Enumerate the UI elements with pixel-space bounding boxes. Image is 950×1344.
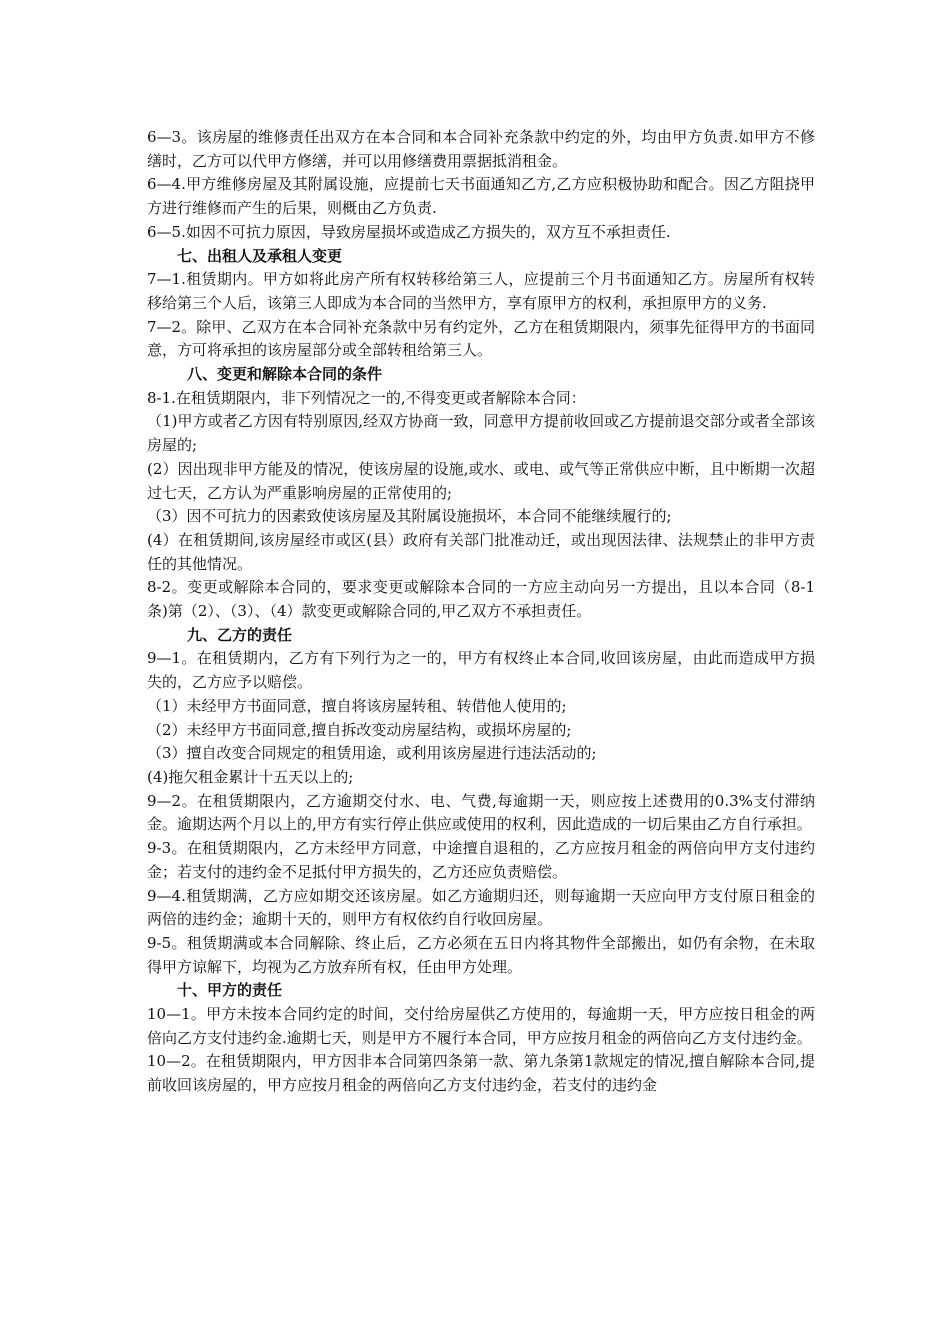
clause-6-5: 6—5.如因不可抗力原因，导致房屋损坏或造成乙方损失的，双方互不承担责任. (147, 222, 671, 241)
clause-8-1: 8-1.在租赁期限内，非下列情况之一的,不得变更或者解除本合同： (147, 388, 586, 407)
clause-7-2: 7—2。除甲、乙双方在本合同补充条款中另有约定外，乙方在租赁期限内，须事先征得甲方的书面同意，方可将承担的该房屋部分或全部转租给第三人。 (147, 317, 815, 360)
clause-8-2: 8-2。变更或解除本合同的，要求变更或解除本合同的一方应主动向另一方提出，且以本合同（8-1条)第（2）、（3）、（4）款变更或解除合同的,甲乙双方不承担责任。 (147, 578, 815, 621)
clause-8-1-item-3: （3）因不可抗力的因素致使该房屋及其附属设施损坏，本合同不能继续履行的; (147, 507, 672, 526)
clause-9-1-item-4: (4)拖欠租金累计十五天以上的; (147, 767, 354, 786)
clause-6-3: 6—3。该房屋的维修责任出双方在本合同和本合同补充条款中约定的外，均由甲方负责.如甲方不修缮时，乙方可以代甲方修缮，并可以用修缮费用票据抵消租金。 (147, 128, 815, 170)
clause-9-1-item-3: （3）擅自改变合同规定的租赁用途，或利用该房屋进行违法活动的; (147, 744, 597, 763)
clause-8-1-item-1: （1)甲方或者乙方因有特别原因,经双方协商一致，同意甲方提前收回或乙方提前退交部分或者全部该房屋的; (147, 412, 815, 455)
section-heading-7: 七、出租人及承租人变更 (177, 246, 343, 265)
section-heading-9: 九、乙方的责任 (187, 625, 293, 644)
clause-8-1-item-4: (4）在租赁期间,该房屋经市或区(县）政府有关部门批准动迁，或出现因法律、法规禁止的非甲方责任的其他情况。 (147, 530, 815, 573)
document-body (147, 126, 815, 1098)
clause-9-5: 9-5。租赁期满或本合同解除、终止后，乙方必须在五日内将其物件全部搬出，如仍有余物，在未取得甲方谅解下，均视为乙方放弃所有权，任由甲方处理。 (147, 933, 815, 976)
clause-10-2: 10—2。在租赁期限内，甲方因非本合同第四条第一款、第九条第1款规定的情况,擅自解除本合同,提前收回该房屋的，甲方应按月租金的两倍向乙方支付违约金，若支付的违约金 (147, 1052, 815, 1095)
clause-8-1-item-2: (2）因出现非甲方能及的情况，使该房屋的设施,或水、或电、或气等正常供应中断，且中断期一次超过七天，乙方认为严重影响房屋的正常使用的; (147, 459, 815, 502)
section-heading-10: 十、甲方的责任 (177, 981, 283, 1000)
clause-10-1: 10—1。甲方未按本合同约定的时间，交付给房屋供乙方使用的，每逾期一天，甲方应按日租金的两倍向乙方支付违约金.逾期七天，则是甲方不履行本合同，甲方应按月租金的两倍向乙方支付违约金。 (147, 1005, 815, 1047)
clause-6-4: 6—4.甲方维修房屋及其附属设施，应提前七天书面通知乙方,乙方应积极协助和配合。因乙方阻挠甲方进行维修而产生的后果，则概由乙方负责. (147, 175, 815, 218)
section-heading-8: 八、变更和解除本合同的条件 (187, 365, 383, 384)
clause-9-2: 9—2。在租赁期限内，乙方逾期交付水、电、气费,每逾期一天，则应按上述费用的0.3%支付滞纳金。逾期达两个月以上的,甲方有实行停止供应或使用的权利，因此造成的一切后果由乙方自行承担。 (147, 791, 815, 834)
clause-7-1: 7—1.租赁期内。甲方如将此房产所有权转移给第三人，应提前三个月书面通知乙方。房屋所有权转移给第三个人后，该第三人即成为本合同的当然甲方，享有原甲方的权利，承担原甲方的义务. (147, 270, 815, 312)
clause-9-1-item-2: （2）未经甲方书面同意,擅自拆改变动房屋结构，或损坏房屋的; (147, 720, 572, 739)
clause-9-4: 9—4.租赁期满，乙方应如期交还该房屋。如乙方逾期归还，则每逾期一天应向甲方支付原日租金的两倍的违约金；逾期十天的，则甲方有权依约自行收回房屋。 (147, 886, 815, 929)
clause-9-1-item-1: （1）未经甲方书面同意，擅自将该房屋转租、转借他人使用的; (147, 696, 567, 715)
clause-9-3: 9-3。在租赁期限内，乙方未经甲方同意，中途擅自退租的，乙方应按月租金的两倍向甲方支付违约金；若支付的违约金不足抵付甲方损失的，乙方还应负责赔偿。 (147, 839, 815, 881)
clause-9-1: 9—1。在租赁期内，乙方有下列行为之一的，甲方有权终止本合同,收回该房屋，由此而造成甲方损失的，乙方应予以赔偿。 (147, 649, 815, 692)
